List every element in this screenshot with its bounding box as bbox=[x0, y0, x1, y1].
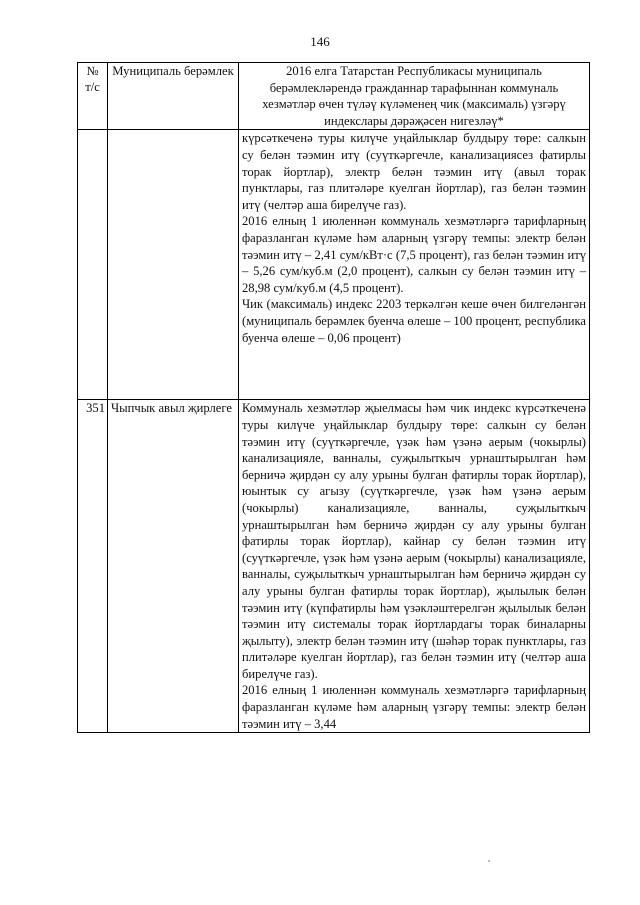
table-header-row bbox=[78, 63, 590, 130]
header-justification: 2016 елга Татарстан Республикасы муниципаль берәмлекләрендә гражданнар тарафыннан коммуналь хезмәтләр өчен түләү күләменең чик (максималь) үзгәрү индекслары дәрәҗәсен нигезләү* bbox=[239, 63, 590, 130]
table-row bbox=[78, 130, 590, 400]
row-paragraph: Чик (максималь) индекс 2203 теркәлгән кеше өчен билгеләнгән (муниципаль берәмлек буенча өлеше – 100 процент, республика буенча өлеше – 0,06 процент) bbox=[242, 297, 586, 345]
header-municipality: Муниципаль берәмлек bbox=[108, 63, 239, 130]
row-paragraph: күрсәткеченә туры килүче уңайлыклар булдыру төре: салкын су белән тәэмин итү (суүткәргечле, канализациясез фатирлы торак йортлар), электр белән тәэмин итү (авыл торак пунктлары, газ плитәләре куелган йортлар), газ белән тәэмин итү (челтәр аша бирелүче газ). bbox=[242, 131, 586, 212]
row-description bbox=[239, 400, 590, 733]
tariff-table bbox=[77, 62, 590, 733]
page-number: 146 bbox=[310, 34, 330, 49]
row-number bbox=[78, 130, 108, 400]
row-number: 351 bbox=[78, 400, 108, 733]
table-row bbox=[78, 400, 590, 733]
row-paragraph: Коммуналь хезмәтләр җыелмасы һәм чик индекс күрсәткеченә туры килүче уңайлыклар булдыру төре: салкын су белән тәэмин итү (суүткәргечле, үзәк һәм үзәнә аерым (чокырлы) канализацияле, ванналы, суҗылыткыч урнаштырылган һәм берничә җирдән су алу урыны булган фатирлы торак йортлар), юынтык су агызу (суүткәргечле, үзәк һәм үзәнә аерым (чокырлы) канализацияле, ванналы, суҗылыткыч урнаштырылган һәм берничә җирдән су алу урыны булган фатирлы торак йортлар), кайнар су белән тәэмин итү (суүткәргечле, үзәк һәм үзәнә аерым (чокырлы) канализацияле, ванналы, суҗылыткыч урнаштырылган һәм берничә җирдән су алу урыны булган фатирлы торак йортлар), җылылык белән тәэмин итү (күпфатирлы һәм үзәкләштерелгән җылылык белән тәэмин итү системалы торак йортлардагы торак биналарны җылыту), электр белән тәэмин итү (шәһәр торак пунктлары, газ плитәләре куелган йортлар), газ белән тәэмин итү (челтәр аша бирелүче газ). bbox=[242, 401, 586, 681]
row-municipality bbox=[108, 130, 239, 400]
row-paragraph: 2016 елның 1 июленнән коммуналь хезмәтләргә тарифларның фаразланган күләме һәм аларның үзгәрү темпы: электр белән тәэмин итү – 3,44 bbox=[242, 683, 586, 731]
row-municipality: Чыпчык авыл җирлеге bbox=[108, 400, 239, 733]
scan-speck bbox=[488, 860, 490, 862]
row-paragraph: 2016 елның 1 июленнән коммуналь хезмәтләргә тарифларның фаразланган күләме һәм аларның үзгәрү темпы: электр белән тәэмин итү – 2,41 сум/кВт·с (7,5 процент), газ белән тәэмин итү – 5,26 сум/куб.м (2,0 процент), салкын су белән тәэмин итү – 28,98 сум/куб.м (4,5 процент). bbox=[242, 214, 586, 295]
header-number: № т/с bbox=[78, 63, 108, 130]
row-description bbox=[239, 130, 590, 400]
